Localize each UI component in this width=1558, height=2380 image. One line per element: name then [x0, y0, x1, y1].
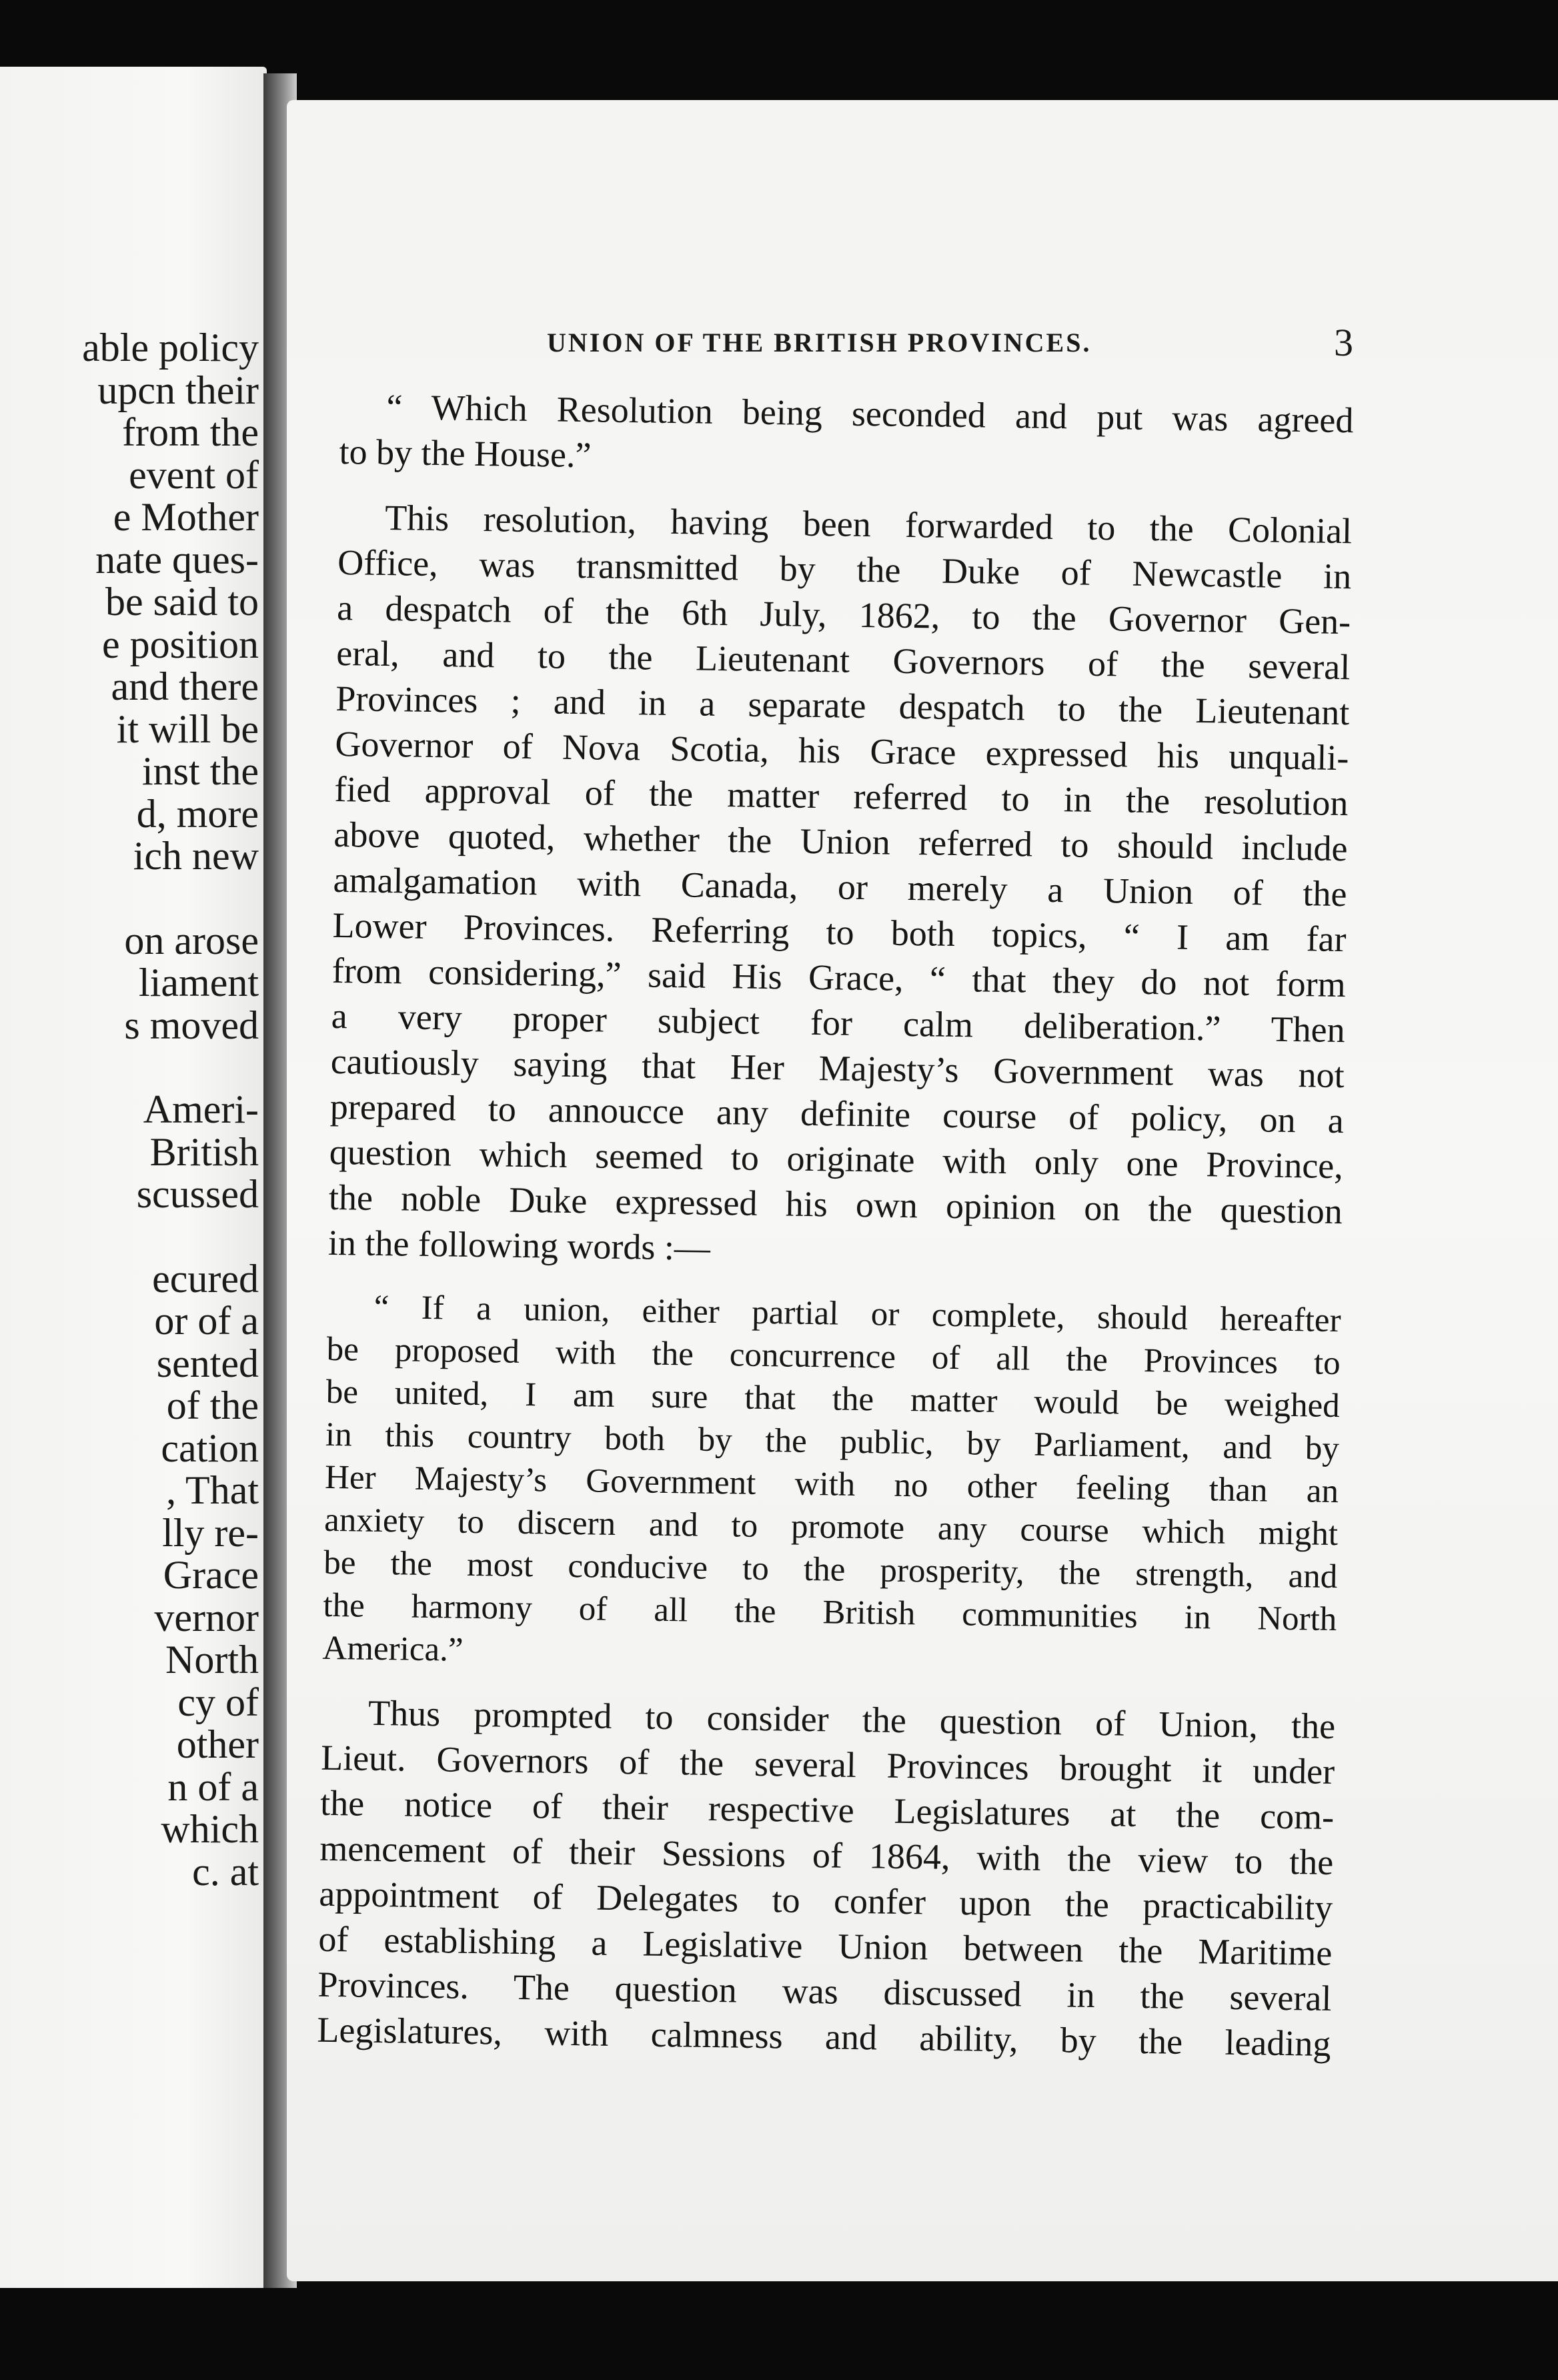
- facing-line: cy of: [177, 1680, 259, 1724]
- text-line: amalgamation with Canada, or merely a Union of the: [333, 859, 1347, 915]
- quote-line: the harmony of all the British communities in North: [323, 1586, 1337, 1639]
- facing-line: n of a: [167, 1764, 259, 1809]
- paragraph: [317, 1690, 1335, 2066]
- text-line: Lower Provinces. Referring to both topics, “ I am far: [332, 905, 1347, 960]
- facing-line: ich new: [133, 834, 259, 878]
- text-line: to by the House.”: [339, 431, 592, 476]
- text-line: Governor of Nova Scotia, his Grace expressed his unquali-: [335, 723, 1349, 778]
- facing-line: liament: [139, 961, 259, 1005]
- quote-line: be proposed with the concurrence of all the Provinces to: [326, 1330, 1341, 1383]
- facing-line: be said to: [105, 580, 259, 624]
- paragraph: [328, 494, 1353, 1279]
- facing-line: of the: [166, 1383, 259, 1427]
- running-header: UNION OF THE BRITISH PROVINCES.: [547, 328, 1092, 358]
- text-line: above quoted, whether the Union referred to should include: [333, 814, 1348, 869]
- text-line: “ Which Resolution being seconded and put was agreed: [386, 386, 1354, 441]
- quote-line: America.”: [322, 1629, 464, 1669]
- facing-line: which: [161, 1807, 259, 1851]
- text-line: Provinces ; and in a separate despatch to the Lieutenant: [335, 678, 1350, 733]
- facing-line: vernor: [154, 1595, 259, 1640]
- page-number: 3: [1334, 321, 1353, 364]
- text-line: eral, and to the Lieutenant Governors of the several: [335, 632, 1351, 688]
- facing-line: it will be: [116, 706, 259, 751]
- facing-line: other: [176, 1722, 259, 1766]
- text-line: This resolution, having been forwarded to the Colonial: [384, 497, 1353, 552]
- facing-line: lly re-: [162, 1510, 259, 1555]
- facing-line: and there: [111, 664, 259, 708]
- quote-line: in this country both by the public, by Parliament, and by: [325, 1415, 1340, 1468]
- page-body: [317, 384, 1354, 2066]
- text-line: Thus prompted to consider the question of Union, the: [367, 1692, 1336, 1747]
- quote-line: be united, I am sure that the matter would be weighed: [325, 1373, 1341, 1425]
- facing-page-left: [0, 67, 267, 2288]
- facing-line: sented: [156, 1341, 259, 1385]
- text-line: in the following words :—: [327, 1222, 711, 1268]
- facing-line: c. at: [192, 1849, 259, 1894]
- facing-line: Grace: [163, 1553, 259, 1597]
- facing-line: from the: [122, 410, 259, 454]
- facing-line: inst the: [142, 749, 259, 793]
- facing-line: e position: [102, 622, 259, 666]
- facing-line: scussed: [136, 1172, 259, 1216]
- quote-line: “ If a union, either partial or complete, should hereafter: [373, 1288, 1341, 1340]
- facing-line: able policy: [82, 326, 259, 370]
- facing-line: d, more: [136, 791, 259, 836]
- text-line: question which seemed to originate with only one Province,: [329, 1131, 1344, 1187]
- facing-line: , That: [166, 1468, 259, 1512]
- text-line: appointment of Delegates to confer upon the practicability: [318, 1873, 1333, 1928]
- facing-line: or of a: [154, 1299, 259, 1343]
- text-line: mencement of their Sessions of 1864, with the view to the: [319, 1828, 1334, 1883]
- facing-line: North: [165, 1638, 259, 1682]
- text-line: fied approval of the matter referred to in the resolution: [334, 768, 1349, 824]
- facing-line: upcn their: [97, 368, 259, 412]
- text-line: prepared to annoucce any definite course of policy, on a: [329, 1086, 1345, 1141]
- text-line: the notice of their respective Legislatures at the com-: [319, 1782, 1335, 1838]
- facing-line: Ameri-: [143, 1087, 259, 1131]
- text-line: of establishing a Legislative Union between the Maritime: [318, 1918, 1333, 1973]
- facing-line: e Mother: [113, 495, 259, 539]
- text-line: Legislatures, with calmness and ability, by the leading: [317, 2009, 1331, 2064]
- facing-line: cation: [161, 1425, 259, 1470]
- block-quote: [322, 1285, 1341, 1684]
- text-line: a very proper subject for calm deliberation.” Then: [331, 995, 1346, 1051]
- text-line: from considering,” said His Grace, “ that they do not form: [331, 950, 1346, 1005]
- text-line: Office, was transmitted by the Duke of Newcastle in: [337, 542, 1352, 597]
- facing-line: event of: [129, 452, 259, 497]
- facing-page-text: [5, 327, 259, 1893]
- quote-line: be the most conducive to the prosperity, the strength, and: [323, 1544, 1338, 1596]
- quote-line: Her Majesty’s Government with no other feeling than an: [324, 1458, 1339, 1511]
- text-line: a despatch of the 6th July, 1862, to the Governor Gen-: [336, 587, 1351, 642]
- facing-line: on arose: [124, 918, 259, 963]
- facing-line: ecured: [152, 1256, 259, 1301]
- facing-line: s moved: [124, 1003, 259, 1047]
- text-line: cautiously saying that Her Majesty’s Government was not: [330, 1041, 1345, 1096]
- text-line: Lieut. Governors of the several Provinces brought it under: [320, 1737, 1335, 1792]
- paragraph: [339, 384, 1354, 488]
- facing-line: nate ques-: [95, 537, 259, 582]
- text-line: Provinces. The question was discussed in the several: [317, 1964, 1332, 2018]
- facing-line: British: [149, 1129, 259, 1174]
- quote-line: anxiety to discern and to promote any course which might: [323, 1501, 1339, 1554]
- text-line: the noble Duke expressed his own opinion on the question: [328, 1177, 1343, 1232]
